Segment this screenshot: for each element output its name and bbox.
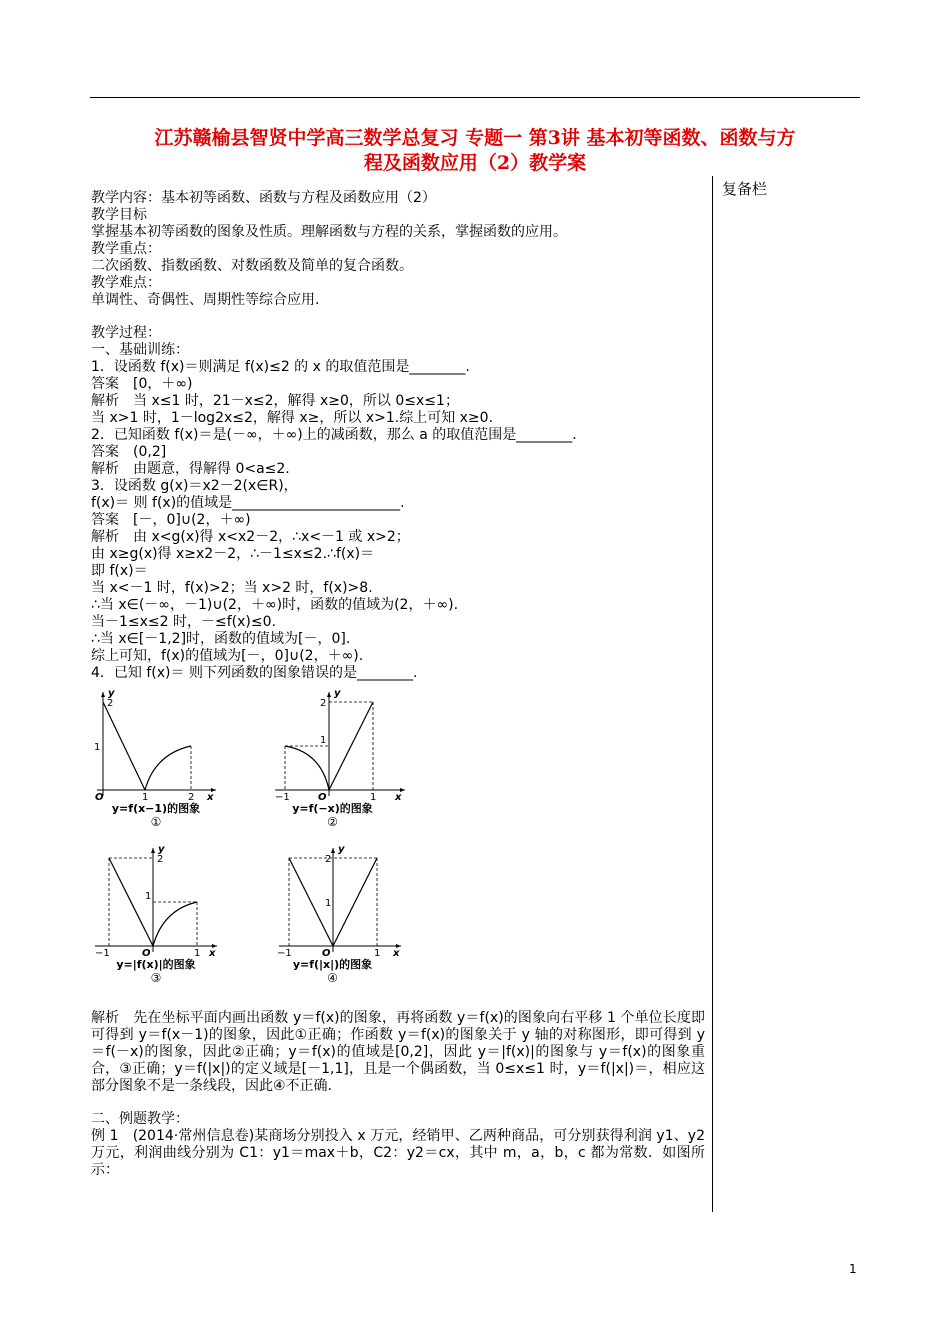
text-line: 教学内容：基本初等函数、函数与方程及函数应用（2） bbox=[91, 190, 436, 206]
question-3: 3．设函数 g(x)＝x2－2(x∈R)， bbox=[91, 478, 298, 494]
tick-label: 2 bbox=[188, 792, 195, 800]
text-line: 二次函数、指数函数、对数函数及简单的复合函数。 bbox=[91, 258, 413, 274]
axis-label: x bbox=[393, 948, 400, 956]
text-line: 教学过程： bbox=[91, 325, 161, 341]
graph-figure-4 bbox=[275, 844, 425, 985]
tick-label: 2 bbox=[157, 854, 164, 865]
axis-label: x bbox=[395, 792, 402, 800]
graph-2-caption: y=f(−x)的图象 bbox=[292, 802, 373, 815]
answer-1: 答案 [0，＋∞) bbox=[91, 376, 193, 392]
tick-label: 1 bbox=[325, 898, 332, 909]
tick-label: 1 bbox=[374, 948, 381, 956]
origin-label: O bbox=[318, 792, 327, 800]
solution-line: 解析 由题意，得解得 0<a≤2. bbox=[91, 461, 290, 477]
tick-label: 1 bbox=[94, 742, 101, 753]
graph-2-number: ② bbox=[327, 815, 338, 829]
text-line: 教学难点： bbox=[91, 275, 161, 291]
graph-figure-1 bbox=[91, 688, 241, 829]
solution-line: 当 x<－1 时，f(x)>2；当 x>2 时，f(x)>8. bbox=[91, 580, 373, 596]
title-line-1: 江苏赣榆县智贤中学高三数学总复习 专题一 第3讲 基本初等函数、函数与方 bbox=[154, 127, 796, 149]
origin-label: O bbox=[322, 948, 331, 956]
solution-line: 即 f(x)＝ bbox=[91, 563, 148, 579]
graph-1-number: ① bbox=[150, 815, 162, 829]
tick-label: −1 bbox=[275, 792, 290, 800]
graph-1-caption: y=f(x−1)的图象 bbox=[111, 802, 201, 815]
solution-line: 由 x≥g(x)得 x≥x2－2，∴－1≤x≤2.∴f(x)＝ bbox=[91, 546, 375, 562]
sidebar-divider bbox=[712, 176, 713, 1212]
page-number: 1 bbox=[849, 1262, 857, 1276]
tick-label: 1 bbox=[142, 792, 149, 800]
axis-label: x bbox=[207, 792, 214, 800]
graph-figure-2 bbox=[275, 688, 425, 829]
text-line: 教学目标 bbox=[91, 207, 147, 223]
graph-3-number: ③ bbox=[150, 971, 162, 985]
document-title bbox=[90, 126, 860, 176]
graph-1-plot bbox=[91, 688, 221, 800]
origin-label: O bbox=[95, 792, 104, 800]
tick-label: 1 bbox=[145, 891, 152, 902]
solution-line: 综上可知，f(x)的值域为[－，0]∪(2，＋∞). bbox=[91, 648, 364, 664]
axis-label: y bbox=[158, 844, 165, 855]
tick-label: 2 bbox=[320, 698, 327, 709]
tick-label: 1 bbox=[194, 948, 201, 956]
axis-label: y bbox=[334, 688, 341, 699]
origin-label: O bbox=[142, 948, 151, 956]
sidebar-label: 复备栏 bbox=[722, 180, 768, 198]
graph-figure-3 bbox=[91, 844, 241, 985]
section-heading: 一、基础训练： bbox=[91, 342, 189, 358]
header-rule bbox=[90, 97, 860, 98]
graph-3-plot bbox=[91, 844, 226, 956]
tick-label: 2 bbox=[325, 854, 332, 865]
graph-3-caption: y=|f(x)|的图象 bbox=[116, 958, 196, 971]
title-line-2: 程及函数应用（2）教学案 bbox=[363, 152, 587, 174]
tick-label: 1 bbox=[320, 735, 327, 746]
solution-line: 解析 由 x<g(x)得 x<x2－2，∴x<－1 或 x>2； bbox=[91, 529, 410, 545]
tick-label: 1 bbox=[370, 792, 377, 800]
solution-line: ∴当 x∈(－∞，－1)∪(2，＋∞)时，函数的值域为(2，＋∞). bbox=[91, 597, 459, 613]
graph-4-plot bbox=[275, 844, 410, 956]
axis-label: x bbox=[209, 948, 216, 956]
answer-2: 答案 (0,2] bbox=[91, 444, 167, 460]
question-3: f(x)＝ 则 f(x)的值域是________________________. bbox=[91, 495, 405, 511]
text-line: 单调性、奇偶性、周期性等综合应用. bbox=[91, 292, 320, 308]
example-1: 例 1 (2014·常州信息卷)某商场分别投入 x 万元，经销甲、乙两种商品，可分别获得利润 y1、y2 万元，利润曲线分别为 C1：y1＝max＋b，C2：y2＝cx，其中 m，a，b，c 都为常数．如图所示： bbox=[91, 1128, 705, 1178]
graph-4-number: ④ bbox=[327, 971, 338, 985]
text-line: 教学重点： bbox=[91, 241, 161, 257]
question-4: 4．已知 f(x)＝ 则下列函数的图象错误的是________. bbox=[91, 665, 418, 681]
answer-3: 答案 [－，0]∪(2，＋∞) bbox=[91, 512, 251, 528]
tick-label: −1 bbox=[277, 948, 292, 956]
graph-figures bbox=[91, 688, 705, 1008]
axis-label: y bbox=[108, 688, 115, 699]
axis-label: y bbox=[338, 844, 345, 855]
question-1: 1．设函数 f(x)＝则满足 f(x)≤2 的 x 的取值范围是________. bbox=[91, 359, 470, 375]
tick-label: 2 bbox=[107, 698, 114, 709]
graph-4-caption: y=f(|x|)的图象 bbox=[292, 958, 373, 971]
solution-line: ∴当 x∈[－1,2]时，函数的值域为[－，0]. bbox=[91, 631, 351, 647]
solution-line: 当 x>1 时，1－log2x≤2，解得 x≥，所以 x>1.综上可知 x≥0. bbox=[91, 410, 494, 426]
section-heading: 二、例题教学： bbox=[91, 1111, 189, 1127]
text-line: 掌握基本初等函数的图象及性质。理解函数与方程的关系，掌握函数的应用。 bbox=[91, 224, 567, 240]
solution-line: 当－1≤x≤2 时，－≤f(x)≤0. bbox=[91, 614, 276, 630]
question-2: 2．已知函数 f(x)＝是(－∞，＋∞)上的减函数，那么 a 的取值范围是________. bbox=[91, 427, 577, 443]
tick-label: −1 bbox=[95, 948, 110, 956]
lesson-body bbox=[91, 190, 705, 1179]
solution-paragraph: 解析 先在坐标平面内画出函数 y＝f(x)的图象，再将函数 y＝f(x)的图象向右平移 1 个单位长度即可得到 y＝f(x－1)的图象，因此①正确；作函数 y＝f(x)的图象关于 y 轴的对称图形，即可得到 y＝f(－x)的图象，因此②正确；y＝f(x)的值域是[0,2]，因此 y＝|f(x)|的图象与 y＝f(x)的图象重合，③正确；y＝f(|x|)的定义域是[－1,1]，且是一个偶函数，当 0≤x≤1 时，y＝f(|x|)＝，相应这部分图象不是一条线段，因此④不正确. bbox=[91, 1010, 705, 1094]
graph-2-plot bbox=[275, 688, 410, 800]
solution-line: 解析 当 x≤1 时，21－x≤2，解得 x≥0，所以 0≤x≤1； bbox=[91, 393, 459, 409]
